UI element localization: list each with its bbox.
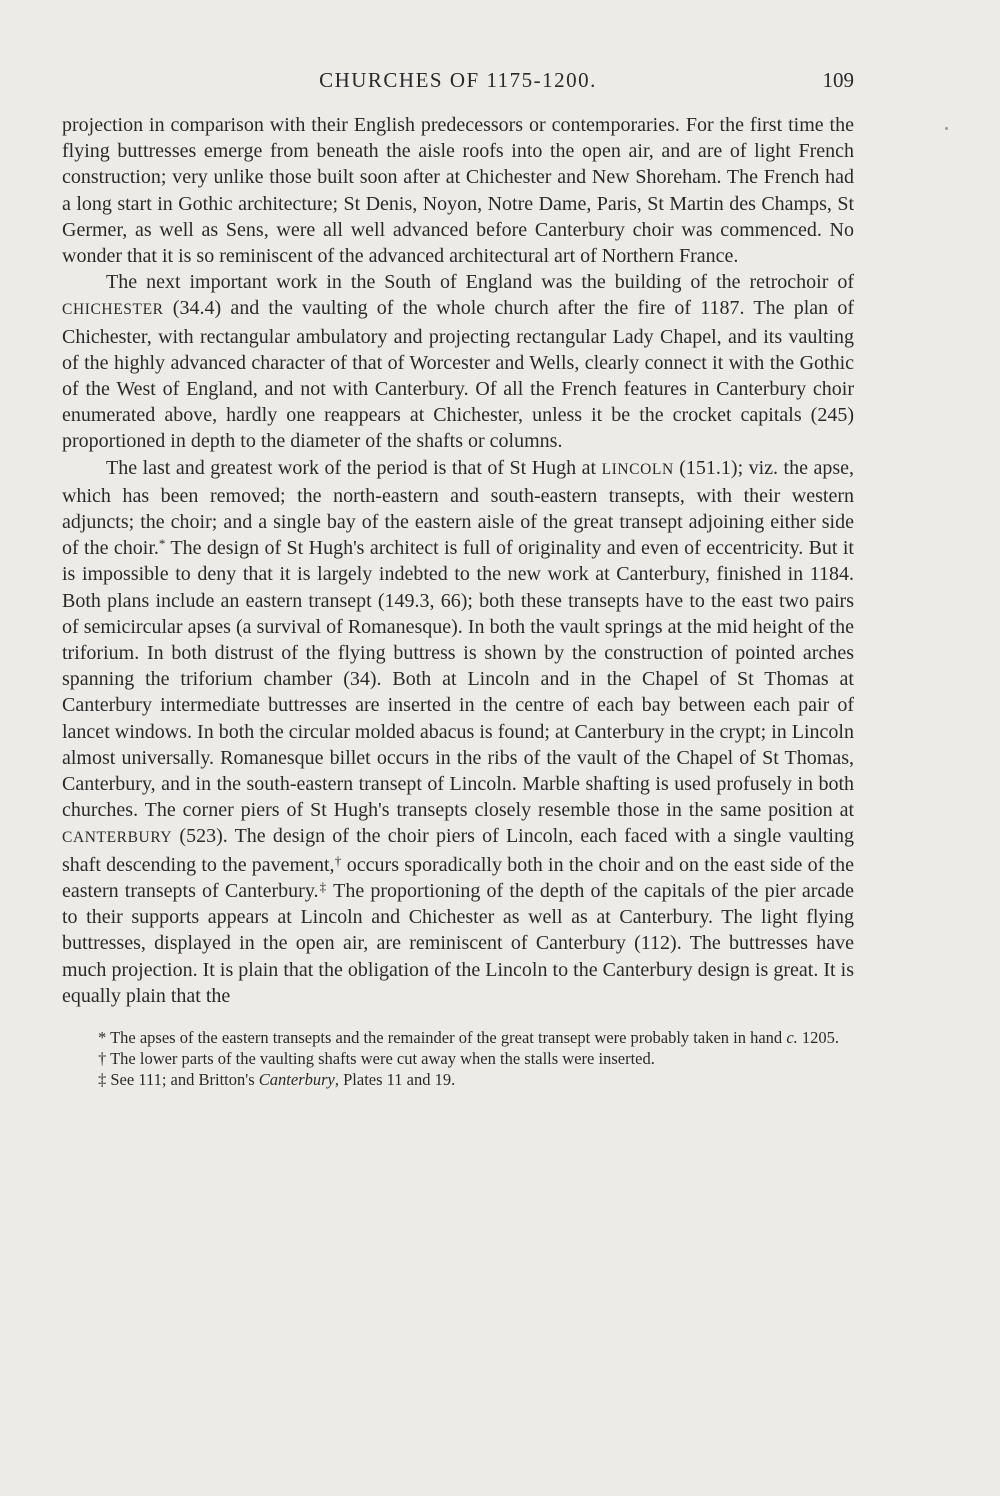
text-run: * The apses of the eastern transepts and the remainder of the great transept were probably taken in hand (98, 1027, 787, 1047)
running-title: CHURCHES OF 1175-1200. (319, 68, 597, 92)
footnote-reference-mark: † (334, 852, 342, 868)
text-run: The last and greatest work of the period is that of St Hugh at (106, 456, 602, 479)
text-run: occurs sporadically both in the choir and on the east side of the eastern transepts of Canterbury. (62, 853, 855, 902)
text-run: ‡ See 111; and Britton's (98, 1069, 259, 1089)
italic-text: Canterbury (258, 1069, 335, 1089)
footnote-reference-mark: ‡ (318, 878, 328, 894)
text-run: , Plates 11 and 19. (334, 1069, 456, 1089)
text-run: The proportioning of the depth of the capitals of the pier arcade to their supports appears at Lincoln and Chichester as well as at Canterbury. The light flying buttresses, displayed in the open air, are reminiscent of Canterbury (112). The buttresses have much projection. It is plain that the obligation of the Lincoln to the Canterbury design is great. It is equally plain that the (62, 879, 854, 1007)
running-head (62, 62, 854, 102)
footnote-reference-mark: * (158, 536, 166, 552)
text-run: projection in comparison with their English predecessors or contemporaries. For the first time the flying buttresses emerge from beneath the aisle roofs into the open air, and are of light French construction; very unlike those built soon after at Chichester and New Shoreham. The French had a long start in Gothic architecture; St Denis, Noyon, Notre Dame, Paris, St Martin des Champs, St Germer, as well as Sens, were all well advanced before Canterbury choir was commenced. No wonder that it is so reminiscent of the advanced architectural art of Northern France. (62, 114, 854, 268)
body-text (62, 112, 854, 1009)
page-number: 109 (822, 68, 854, 92)
paragraph-3 (62, 455, 854, 1009)
text-run: † The lower parts of the vaulting shafts were cut away when the stalls were inserted. (98, 1048, 655, 1068)
text-run: (151.1); viz. the apse, which has been removed; the north-eastern and south-eastern transepts, with their western adjuncts; the choir; and a single bay of the eastern aisle of the great transept adjoining either side of the choir. (62, 456, 854, 560)
text-run: The design of St Hugh's architect is full of originality and even of eccentricity. But it is impossible to deny that it is largely indebted to the new work at Canterbury, finished in 1184. Both plans include an eastern transept (149.3, 66); both these transepts have to the east two pairs of semicircular apses (a survival of Romanesque). In both the vault springs at the mid height of the triforium. In both distrust of the flying buttress is shown by the construction of pointed arches spanning the triforium chamber (34). Both at Lincoln and in the Chapel of St Thomas at Canterbury intermediate buttresses are inserted in the centre of each bay between each pair of lancet windows. In both the circular molded abacus is found; at Canterbury in the crypt; in Lincoln almost universally. Romanesque billet occurs in the ribs of the vault of the Chapel of St Thomas, Canterbury, and in the south-eastern transept of Lincoln. Marble shafting is used profusely in both churches. The corner piers of St Hugh's transepts closely resemble those in the same position at (62, 537, 854, 822)
text-run: (34.4) and the vaulting of the whole church after the fire of 1187. The plan of Chichester, with rectangular ambulatory and projecting rectangular Lady Chapel, and its vaulting of the highly advanced character of that of Worcester and Wells, clearly connect it with the Gothic of the West of England, and not with Canterbury. Of all the French features in Canterbury choir enumerated above, hardly one reappears at Chichester, unless it be the crocket capitals (245) proportioned in depth to the diameter of the shafts or columns. (62, 297, 854, 453)
page-speck (945, 127, 948, 130)
book-page (62, 62, 854, 1090)
footnote-1 (62, 1027, 854, 1048)
footnote-2 (62, 1048, 854, 1069)
text-run: 1205. (797, 1027, 840, 1047)
paragraph-1 (62, 112, 854, 269)
small-caps-place-name: CANTERBURY (62, 829, 173, 847)
small-caps-place-name: CHICHESTER (62, 301, 164, 319)
text-run: The next important work in the South of England was the building of the retrochoir of (106, 271, 854, 294)
italic-text: c. (786, 1027, 798, 1047)
footnotes (62, 1027, 854, 1090)
paragraph-2 (62, 269, 854, 454)
footnote-3 (62, 1069, 854, 1090)
small-caps-place-name: LINCOLN (601, 460, 674, 478)
text-run: (523). The design of the choir piers of Lincoln, each faced with a single vaulting shaft descending to the pavement, (62, 825, 854, 876)
